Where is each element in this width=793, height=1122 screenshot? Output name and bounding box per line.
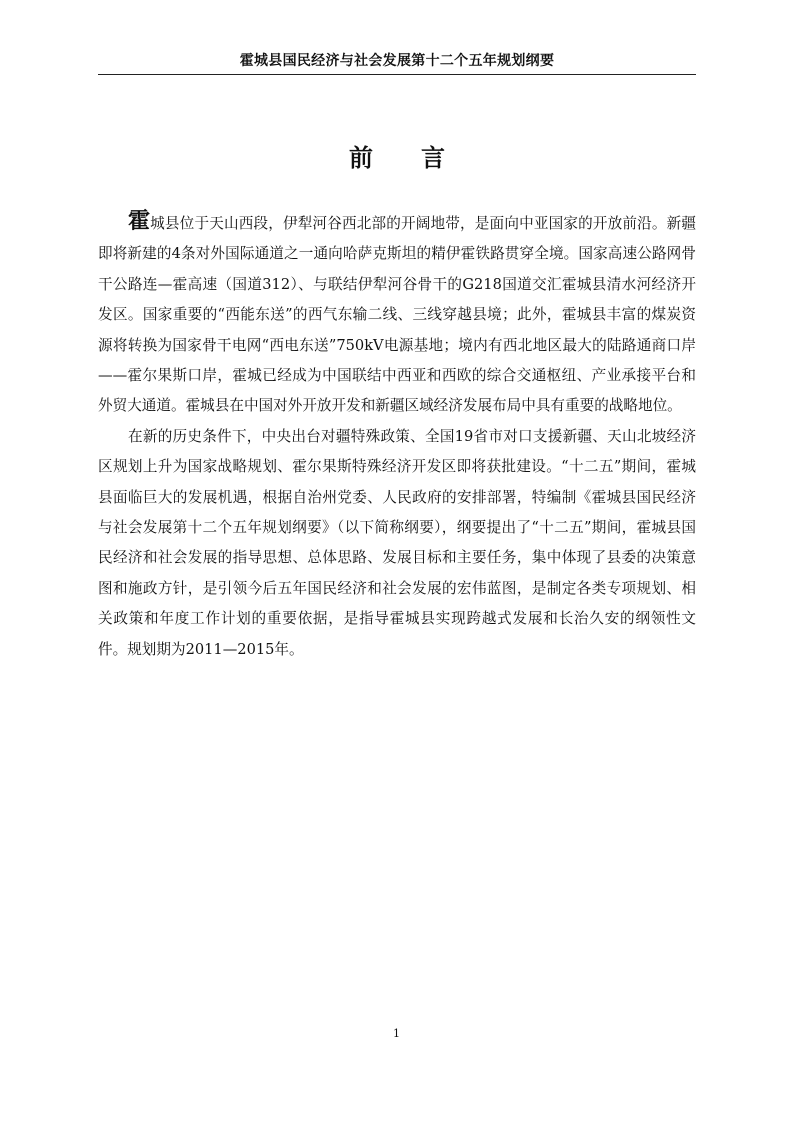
page-number: 1 <box>393 1027 400 1040</box>
header-rule <box>98 74 696 75</box>
paragraph-1-text: 城县位于天山西段，伊犁河谷西北部的开阔地带，是面向中亚国家的开放前沿。新疆即将新建的4条对外国际通道之一通向哈萨克斯坦的精伊霍铁路贯穿全境。国家高速公路网骨干公路连—霍高速（国道312）、与联结伊犁河谷骨干的G218国道交汇霍城县清水河经济开发区。国家重要的“西能东送”的西气东输二线、三线穿越县境；此外，霍城县丰富的煤炭资源将转换为国家骨干电网“西电东送”750kV电源基地；境内有西北地区最大的陆路通商口岸——霍尔果斯口岸，霍城已经成为中国联结中西亚和西欧的综合交通枢纽、产业承接平台和外贸大通道。霍城县在中国对外开放开发和新疆区域经济发展布局中具有重要的战略地位。 <box>98 215 696 415</box>
paragraph-1 <box>98 209 696 422</box>
drop-cap: 霍 <box>128 209 151 234</box>
paragraph-2: 在新的历史条件下，中央出台对疆特殊政策、全国19省市对口支援新疆、天山北坡经济区规划上升为国家战略规划、霍尔果斯特殊经济开发区即将获批建设。“十二五”期间，霍城县面临巨大的发展机遇，根据自治州党委、人民政府的安排部署，特编制《霍城县国民经济与社会发展第十二个五年规划纲要》（以下简称纲要），纲要提出了“十二五”期间，霍城县国民经济和社会发展的指导思想、总体思路、发展目标和主要任务，集中体现了县委的决策意图和施政方针，是引领今后五年国民经济和社会发展的宏伟蓝图，是制定各类专项规划、相关政策和年度工作计划的重要依据，是指导霍城县实现跨越式发展和长治久安的纲领性文件。规划期为2011—2015年。 <box>98 427 696 658</box>
body-text <box>98 209 696 665</box>
running-header: 霍城县国民经济与社会发展第十二个五年规划纲要 <box>239 53 555 69</box>
page-title: 前言 <box>349 144 493 172</box>
